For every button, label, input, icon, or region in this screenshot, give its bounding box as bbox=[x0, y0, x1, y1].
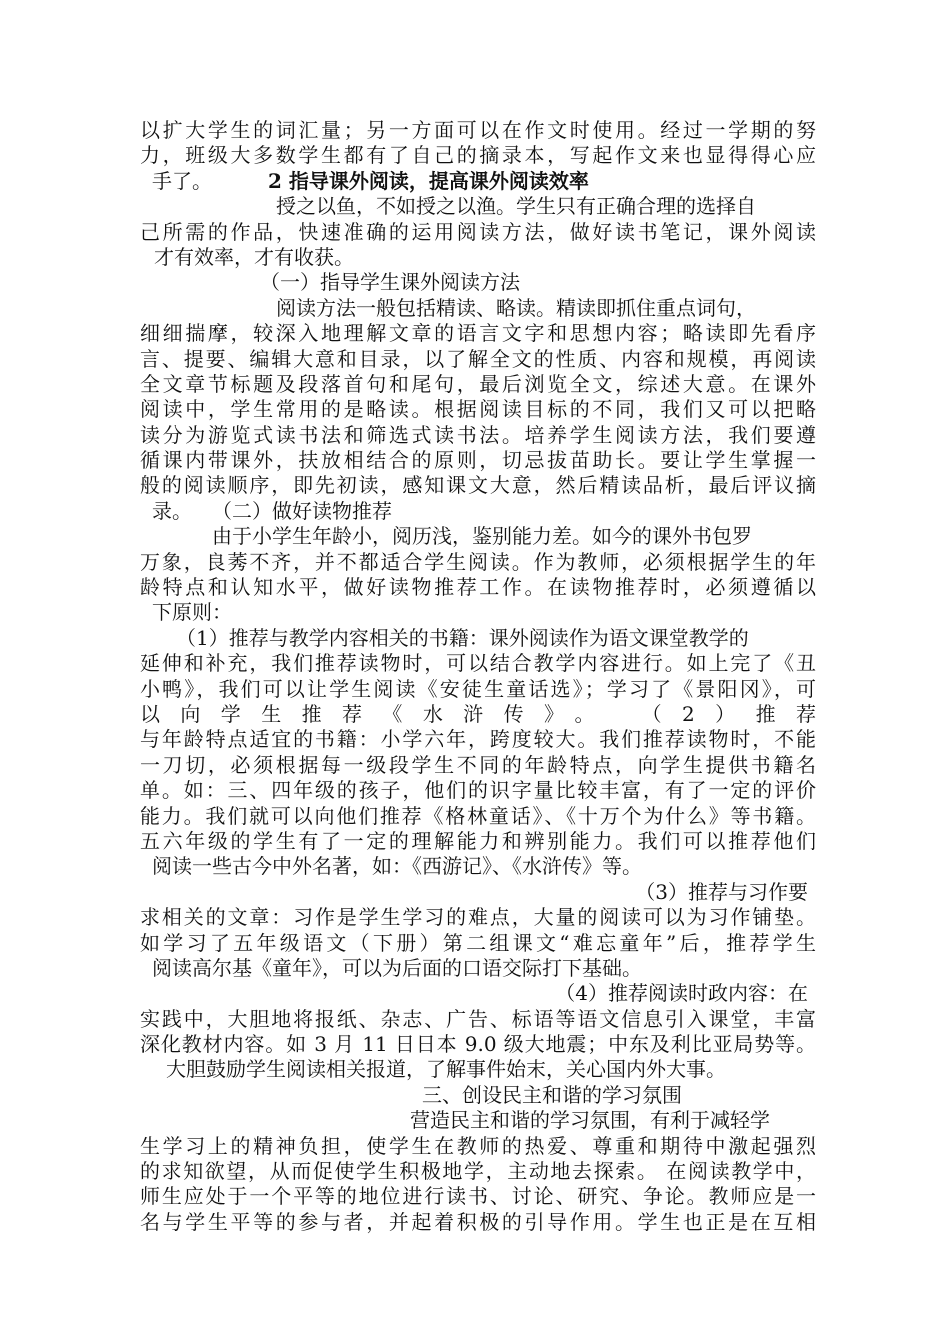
text-line: 言、提要、编辑大意和目录，以了解全文的性质、内容和规模，再阅读 bbox=[140, 346, 816, 371]
text-line: 小鸭》，我们可以让学生阅读《安徒生童话选》；学习了《景阳冈》，可 bbox=[140, 676, 816, 701]
text-line: 实践中，大胆地将报纸、杂志、广告、标语等语文信息引入课堂，丰富 bbox=[140, 1006, 816, 1031]
text-line: 单。如：三、四年级的孩子，他们的识字量比较丰富，有了一定的评价 bbox=[140, 778, 816, 803]
text-line: 阅读中，学生常用的是略读。根据阅读目标的不同，我们又可以把略 bbox=[140, 397, 816, 422]
text-line: 才有效率，才有收获。 bbox=[154, 244, 354, 269]
text-line: 的求知欲望，从而促使学生积极地学，主动地去探索。 在阅读教学中， bbox=[140, 1159, 816, 1184]
text-line: 阅读一些古今中外名著，如：《西游记》、《水浒传》等。 bbox=[152, 854, 642, 879]
text-line: 万象，良莠不齐，并不都适合学生阅读。作为教师，必须根据学生的年 bbox=[140, 549, 816, 574]
list-item: （4）推荐阅读时政内容：在 bbox=[555, 981, 808, 1006]
text-line: 能力。我们就可以向他们推荐《格林童话》、《十万个为什么》等书籍。 bbox=[140, 803, 816, 828]
text-line: 授之以鱼，不如授之以渔。学生只有正确合理的选择自 bbox=[276, 194, 756, 219]
text-line: 阅读方法一般包括精读、略读。精读即抓住重点词句， bbox=[276, 295, 756, 320]
text-line: 名与学生平等的参与者，并起着积极的引导作用。学生也正是在互相 bbox=[140, 1209, 816, 1234]
text-line: 求相关的文章：习作是学生学习的难点，大量的阅读可以为习作铺垫。 bbox=[140, 905, 816, 930]
text-line: 延伸和补充，我们推荐读物时，可以结合教学内容进行。如上完了《丑 bbox=[140, 651, 816, 676]
text-line: 阅读高尔基《童年》，可以为后面的口语交际打下基础。 bbox=[152, 955, 642, 980]
text-line: 营造民主和谐的学习氛围，有利于减轻学 bbox=[410, 1108, 770, 1133]
text-line: 生学习上的精神负担，使学生在教师的热爱、尊重和期待中激起强烈 bbox=[140, 1133, 816, 1158]
text-line: 一刀切，必须根据每一级段学生不同的年龄特点，向学生提供书籍名 bbox=[140, 752, 816, 777]
text-line bbox=[140, 499, 816, 524]
list-item: （3）推荐与习作要 bbox=[635, 879, 808, 904]
text-line: 师生应处于一个平等的地位进行读书、讨论、研究、争论。教师应是一 bbox=[140, 1184, 816, 1209]
text-line bbox=[140, 702, 816, 727]
text-line: 深化教材内容。如 3 月 11 日日本 9.0 级大地震；中东及利比亚局势等。 bbox=[140, 1032, 816, 1057]
text-line: 以扩大学生的词汇量；另一方面可以在作文时使用。经过一学期的努 bbox=[140, 118, 816, 142]
subsection-heading: （一）指导学生课外阅读方法 bbox=[260, 270, 520, 295]
section-heading: 2 指导课外阅读，提高课外阅读效率 bbox=[268, 168, 589, 193]
text-fragment: 手了。 bbox=[152, 168, 212, 193]
text-line: 下原则： bbox=[152, 600, 232, 625]
text-line: 读分为游览式读书法和筛选式读书法。培养学生阅读方法，我们要遵 bbox=[140, 422, 816, 447]
list-item: （1）推荐与教学内容相关的书籍：课外阅读作为语文课堂教学的 bbox=[176, 625, 749, 650]
subsection-heading: （二）做好读物推荐 bbox=[222, 498, 392, 523]
text-line: 细细揣摩，较深入地理解文章的语言文字和思想内容；略读即先看序 bbox=[140, 321, 816, 346]
text-line: 五六年级的学生有了一定的理解能力和辨别能力。我们可以推荐他们 bbox=[140, 828, 816, 853]
document-page bbox=[140, 118, 816, 1235]
section-heading: 三、创设民主和谐的学习氛围 bbox=[422, 1082, 682, 1107]
text-line: 全文章节标题及段落首句和尾句，最后浏览全文，综述大意。在课外 bbox=[140, 371, 816, 396]
text-line: 己所需的作品，快速准确的运用阅读方法，做好读书笔记，课外阅读 bbox=[140, 219, 816, 244]
text-line: 如学习了五年级语文（下册）第二组课文“难忘童年”后，推荐学生 bbox=[140, 930, 816, 955]
text-line: 龄特点和认知水平，做好读物推荐工作。在读物推荐时，必须遵循以 bbox=[140, 575, 816, 600]
text-line: 与年龄特点适宜的书籍：小学六年，跨度较大。我们推荐读物时，不能 bbox=[140, 727, 816, 752]
text-line: 般的阅读顺序，即先初读，感知课文大意，然后精读品析，最后评议摘 bbox=[140, 473, 816, 498]
text-line: 大胆鼓励学生阅读相关报道，了解事件始末，关心国内外大事。 bbox=[166, 1057, 726, 1082]
list-item: （2）推荐 bbox=[641, 701, 816, 726]
text-line: 力，班级大多数学生都有了自己的摘录本，写起作文来也显得得心应 bbox=[140, 143, 816, 168]
text-line: 循课内带课外，扶放相结合的原则，切忌拔苗助长。要让学生掌握一 bbox=[140, 448, 816, 473]
text-line: 由于小学生年龄小，阅历浅，鉴别能力差。如今的课外书包罗 bbox=[212, 524, 752, 549]
text-fragment: 以向学生推荐《水浒传》。 bbox=[140, 701, 615, 726]
text-line bbox=[140, 169, 816, 194]
text-fragment: 录。 bbox=[152, 498, 192, 523]
